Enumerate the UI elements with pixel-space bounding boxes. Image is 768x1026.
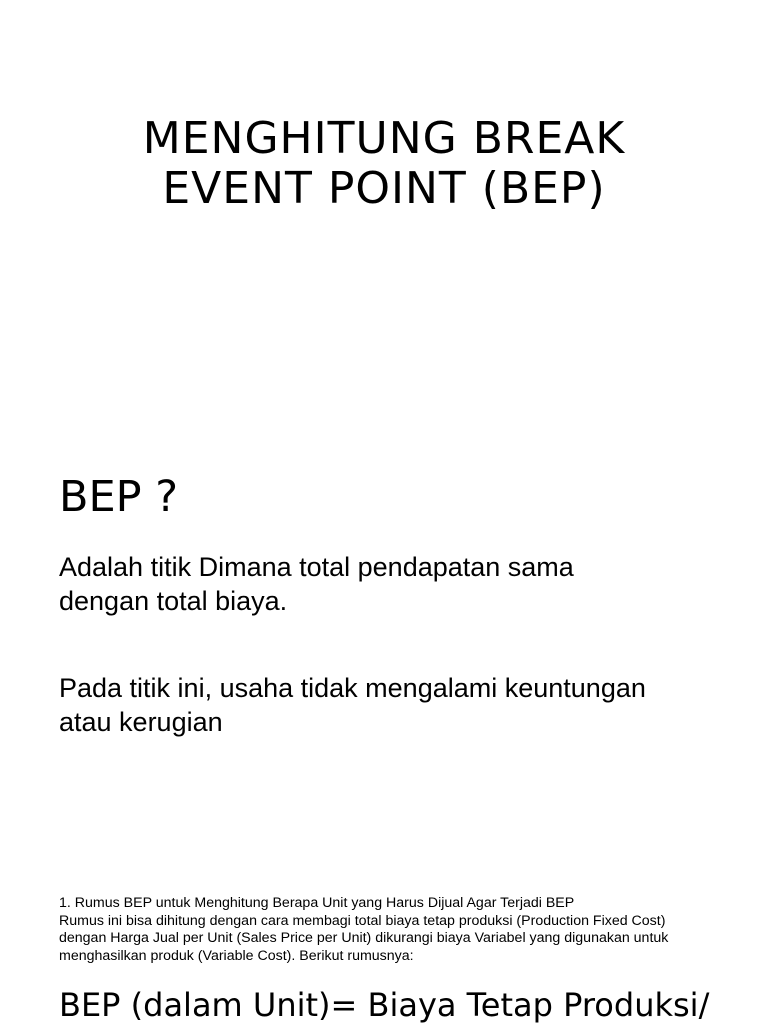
section-heading: BEP ? [59,472,179,522]
formula-note-line-3: dengan Harga Jual per Unit (Sales Price per Unit) dikurangi biaya Variabel yang digunakan untuk [59,930,669,946]
slide-title-line-1: MENGHITUNG BREAK [142,113,626,164]
definition-paragraph [59,550,739,618]
bep-formula: BEP (dalam Unit)= Biaya Tetap Produksi/ [59,986,710,1024]
formula-note [59,895,749,965]
definition-line-2: dengan total biaya. [59,586,288,616]
formula-note-line-2: Rumus ini bisa dihitung dengan cara membagi total biaya tetap produksi (Production Fixed Cost) [59,912,666,929]
explanation-paragraph [59,671,739,739]
slide-title-line-2: EVENT POINT (BEP) [162,163,606,214]
explanation-line-2: atau kerugian [59,707,223,737]
definition-line-1: Adalah titik Dimana total pendapatan sama [59,552,574,582]
formula-note-line-1: 1. Rumus BEP untuk Menghitung Berapa Unit yang Harus Dijual Agar Terjadi BEP [59,895,575,911]
slide-title [0,114,768,214]
explanation-line-1: Pada titik ini, usaha tidak mengalami keuntungan [59,673,646,703]
formula-note-line-4: menghasilkan produk (Variable Cost). Berikut rumusnya: [59,947,414,964]
